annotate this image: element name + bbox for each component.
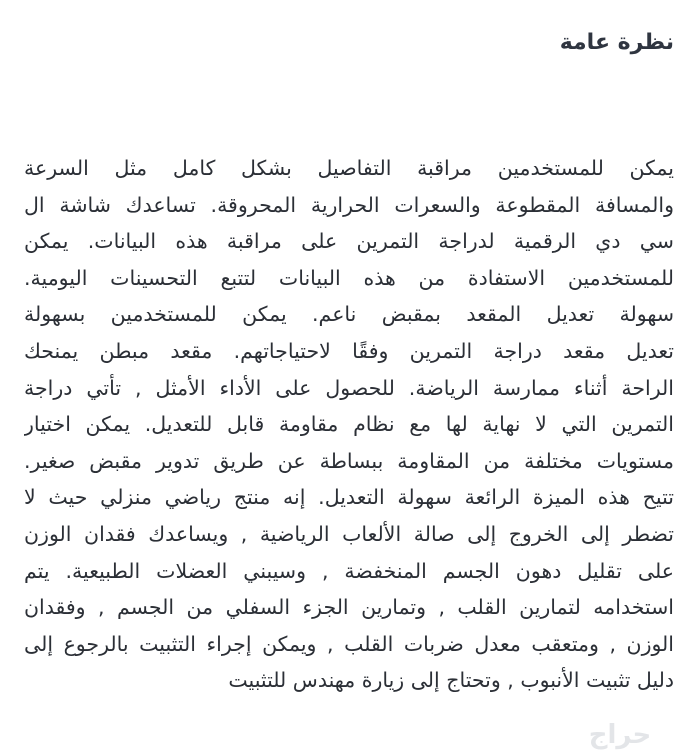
overview-description	[24, 150, 674, 699]
description-line: تضطر إلى الخروج إلى صالة الألعاب الرياضية , ويساعدك فقدان الوزن	[24, 521, 674, 546]
description-line: والمسافة المقطوعة والسعرات الحرارية المحروقة. تساعدك شاشة ال	[24, 192, 674, 217]
haraj-watermark-logo: حراج	[588, 720, 652, 750]
description-line: على تقليل دهون الجسم المنخفضة , وسيبني العضلات الطبيعية. يتم	[24, 558, 674, 583]
description-line: للمستخدمين الاستفادة من هذه البيانات لتتبع التحسينات اليومية.	[24, 265, 674, 290]
description-line: يمكن للمستخدمين مراقبة التفاصيل بشكل كامل مثل السرعة	[24, 156, 674, 180]
description-line: سهولة تعديل المقعد بمقبض ناعم. يمكن للمستخدمين بسهولة	[24, 302, 674, 327]
description-line: الوزن , ومتعقب معدل ضربات القلب , ويمكن إجراء التثبيت بالرجوع إلى	[24, 631, 674, 656]
description-line: الراحة أثناء ممارسة الرياضة. للحصول على الأداء الأمثل , تأتي دراجة	[24, 375, 674, 400]
section-title: نظرة عامة	[559, 30, 674, 55]
description-line: مستويات مختلفة من المقاومة ببساطة عن طريق تدوير مقبض صغير.	[24, 448, 674, 473]
description-line: تتيح هذه الميزة الرائعة سهولة التعديل. إنه منتج رياضي منزلي حيث لا	[24, 485, 674, 510]
description-line: تعديل مقعد دراجة التمرين وفقًا لاحتياجاتهم. مقعد مبطن يمنحك	[24, 338, 674, 363]
description-line: استخدامه لتمارين القلب , وتمارين الجزء السفلي من الجسم , وفقدان	[24, 595, 674, 620]
description-line: التمرين التي لا نهاية لها مع نظام مقاومة قابل للتعديل. يمكن اختيار	[24, 412, 674, 437]
description-line: دليل تثبيت الأنبوب , وتحتاج إلى زيارة مهندس للتثبيت	[228, 668, 674, 693]
description-line: سي دي الرقمية لدراجة التمرين على مراقبة هذه البيانات. يمكن	[24, 229, 674, 254]
